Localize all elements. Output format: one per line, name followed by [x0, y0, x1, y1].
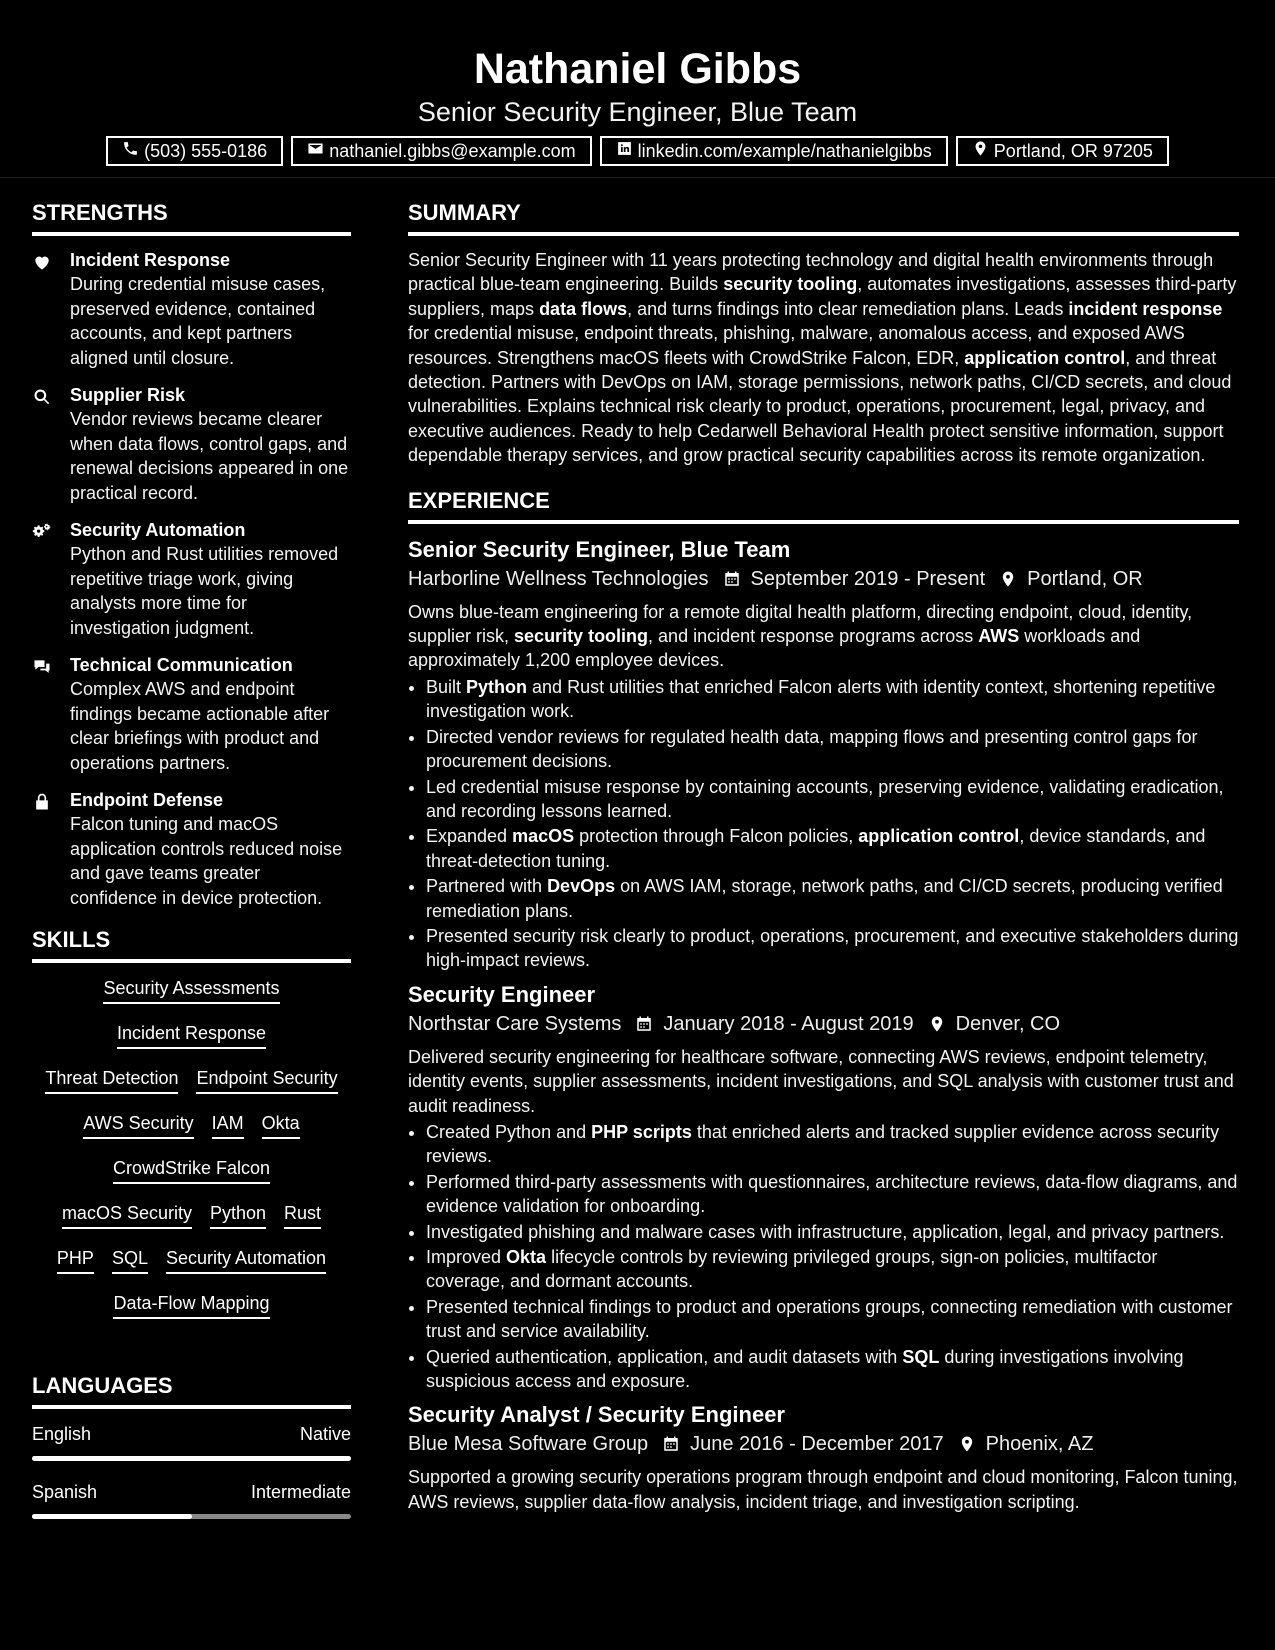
contact-location[interactable]	[956, 136, 1169, 166]
language-level-fill	[32, 1456, 351, 1461]
language-level: Intermediate	[250, 1482, 351, 1502]
text-run: Built	[426, 676, 467, 697]
language-level-bar	[32, 1514, 351, 1519]
skill-tag: CrowdStrike Falcon	[113, 1155, 270, 1184]
job-company: Blue Mesa Software Group	[408, 1433, 649, 1456]
text-run: Improved	[426, 1247, 507, 1267]
strength-item	[32, 653, 351, 775]
gears-icon	[32, 518, 70, 640]
skills-heading: SKILLS	[32, 923, 351, 963]
text-run: lifecycle controls by reviewing privileged groups, sign-on policies, multifactor coverage, and dormant accounts.	[426, 1247, 1158, 1292]
job-description	[408, 600, 1239, 673]
skill-row	[32, 1245, 351, 1290]
skill-tag: Data-Flow Mapping	[113, 1290, 269, 1319]
contact-location-text: Portland, OR 97205	[993, 140, 1153, 161]
map-pin-icon	[972, 140, 989, 162]
map-pin-icon	[914, 1015, 956, 1033]
search-icon	[32, 383, 70, 505]
strength-item	[32, 518, 351, 640]
heart-icon	[32, 248, 70, 370]
contact-phone[interactable]	[106, 136, 283, 166]
text-run: workloads and approximately 1,200 employee devices.	[408, 626, 1141, 671]
text-run: Delivered security engineering for healthcare software, connecting AWS reviews, endpoint telemetry, identity events, supplier assessments, incident investigations, and SQL analysis with customer trust and audit readiness.	[408, 1046, 1234, 1116]
chat-bubbles-icon	[32, 653, 70, 775]
linkedin-icon	[616, 140, 633, 162]
resume-header	[0, 0, 1275, 178]
calendar-icon	[621, 1015, 663, 1033]
experience-list	[408, 536, 1239, 1515]
skill-row	[32, 1065, 351, 1110]
phone-icon	[122, 140, 139, 162]
summary-heading: SUMMARY	[408, 196, 1239, 236]
job-bullet	[426, 1220, 1239, 1244]
text-run: Performed third-party assessments with questionnaires, architecture reviews, data-flow diagrams, and evidence validation for onboarding.	[426, 1171, 1238, 1217]
contact-linkedin-text: linkedin.com/example/nathanielgibbs	[637, 140, 932, 161]
skill-row	[32, 1200, 351, 1245]
language-name: Spanish	[32, 1482, 98, 1502]
strength-item	[32, 383, 351, 505]
strengths-heading: STRENGTHS	[32, 196, 351, 236]
calendar-icon	[709, 570, 751, 588]
job-bullets	[408, 675, 1239, 973]
text-run: that enriched alerts and tracked supplier evidence across security reviews.	[426, 1121, 1220, 1167]
skill-tag: Python	[210, 1200, 266, 1229]
right-column	[408, 196, 1239, 1522]
bold-keyword: AWS	[978, 626, 1020, 647]
job-meta	[408, 1429, 1239, 1459]
envelope-icon	[307, 140, 324, 162]
job-bullets	[408, 1120, 1239, 1393]
text-run: , and threat detection. Partners with DevOps on IAM, storage permissions, network paths, CI/CD secrets, and cloud vulnerabilities. Explains technical risk clearly to product, operations, procurement, legal, privacy, and executive audiences. Ready to help Cedarwell Behavioral Health protect sensitive information, support dependable therapy services, and grow practical security capabilities across its remote organization.	[408, 347, 1232, 466]
strength-item	[32, 788, 351, 910]
strength-title: Supplier Risk	[70, 385, 186, 405]
summary-text	[408, 248, 1239, 468]
language-item	[32, 1479, 351, 1519]
job-bullet	[426, 675, 1239, 724]
job-meta	[408, 564, 1239, 594]
strength-description: Vendor reviews became clearer when data flows, control gaps, and renewal decisions appeared in one practical record.	[70, 409, 349, 503]
text-run: and Rust utilities that enriched Falcon alerts with identity context, shortening repetitive investigation work.	[426, 676, 1216, 722]
text-run: Led credential misuse response by containing accounts, preserving evidence, validating eradication, and recording lessons learned.	[426, 776, 1224, 821]
job-title: Senior Security Engineer, Blue Team	[408, 536, 791, 562]
bold-keyword: data flows	[539, 298, 628, 319]
text-run: Partnered with	[426, 876, 548, 897]
text-run: Presented technical findings to product and operations groups, connecting remediation with customer trust and service availability.	[426, 1296, 1233, 1342]
text-run: protection through Falcon policies,	[574, 826, 859, 847]
language-level-fill	[32, 1514, 192, 1519]
strength-description: During credential misuse cases, preserved evidence, contained accounts, and kept partners aligned until closure.	[70, 274, 326, 368]
bold-keyword: application control	[964, 347, 1126, 368]
skill-tag: SQL	[112, 1245, 148, 1274]
job-company: Harborline Wellness Technologies	[408, 567, 709, 590]
map-pin-icon	[944, 1435, 986, 1453]
text-run: on AWS IAM, storage, network paths, and CI/CD secrets, producing verified remediation plans.	[426, 876, 1223, 921]
text-run: Expanded	[426, 826, 513, 847]
bold-keyword: Okta	[506, 1247, 547, 1267]
skill-tag: Rust	[284, 1200, 321, 1229]
job-bullet	[426, 1345, 1239, 1394]
job-entry	[408, 981, 1239, 1394]
strength-description: Falcon tuning and macOS application controls reduced noise and gave teams greater confidence in device protection.	[70, 814, 343, 908]
strength-title: Endpoint Defense	[70, 790, 224, 810]
job-bullet	[426, 1170, 1239, 1219]
strengths-list	[32, 248, 351, 910]
job-dates: June 2016 - December 2017	[690, 1433, 944, 1456]
strength-title: Technical Communication	[70, 655, 293, 675]
job-bullet	[426, 874, 1239, 923]
skill-tag: Endpoint Security	[196, 1065, 337, 1094]
text-run: , and incident response programs across	[648, 626, 979, 647]
skill-tag: Security Assessments	[103, 975, 279, 1004]
contact-email-text: nathaniel.gibbs@example.com	[329, 140, 576, 161]
strength-description: Python and Rust utilities removed repetitive triage work, giving analysts more time for investigation judgment.	[70, 544, 339, 638]
contact-bar	[0, 136, 1275, 166]
job-dates: September 2019 - Present	[750, 567, 986, 590]
text-run: , device standards, and threat-detection tuning.	[426, 826, 1206, 871]
language-name: English	[32, 1424, 92, 1444]
skill-tag: IAM	[212, 1110, 244, 1139]
skill-tag: PHP	[57, 1245, 94, 1274]
job-bullet	[426, 1295, 1239, 1344]
strength-title: Incident Response	[70, 250, 231, 270]
skills-list	[32, 975, 351, 1335]
text-run: Supported a growing security operations program through endpoint and cloud monitoring, Falcon tuning, AWS reviews, supplier data-flow analysis, incident triage, and investigation scripting.	[408, 1467, 1238, 1512]
job-meta	[408, 1009, 1239, 1039]
text-run: for credential misuse, endpoint threats, phishing, malware, anomalous access, and exposed AWS resources. Strengthens macOS fleets with CrowdStrike Falcon, EDR,	[408, 323, 1185, 368]
skill-row	[32, 975, 351, 1020]
text-run: , and turns findings into clear remediation plans. Leads	[627, 298, 1069, 319]
language-level: Native	[299, 1424, 351, 1444]
skill-row	[32, 1110, 351, 1155]
skill-tag: Incident Response	[117, 1020, 266, 1049]
job-location: Denver, CO	[955, 1012, 1061, 1035]
text-run: Created Python and	[426, 1121, 592, 1142]
text-run: Investigated phishing and malware cases with infrastructure, application, legal, and privacy partners.	[426, 1221, 1225, 1242]
bold-keyword: Python	[466, 676, 528, 697]
skill-tag: Okta	[262, 1110, 300, 1139]
candidate-title: Senior Security Engineer, Blue Team	[417, 97, 858, 127]
calendar-icon	[648, 1435, 690, 1453]
job-bullet	[426, 1120, 1239, 1169]
skill-tag: macOS Security	[62, 1200, 192, 1229]
bold-keyword: application control	[858, 826, 1020, 847]
job-title: Security Engineer	[408, 981, 596, 1007]
text-run: Queried authentication, application, and audit datasets with	[426, 1346, 903, 1367]
candidate-name: Nathaniel Gibbs	[473, 45, 802, 93]
text-run: during investigations involving suspicious access and exposure.	[426, 1346, 1184, 1392]
bold-keyword: DevOps	[547, 876, 616, 897]
contact-linkedin[interactable]	[600, 136, 948, 166]
strength-item	[32, 248, 351, 370]
bold-keyword: macOS	[512, 826, 575, 847]
strength-title: Security Automation	[70, 520, 246, 540]
text-run: Owns blue-team engineering for a remote digital health platform, directing endpoint, cloud, identity, supplier risk,	[408, 601, 1193, 647]
job-bullet	[426, 824, 1239, 873]
strength-description: Complex AWS and endpoint findings became actionable after clear briefings with product and operations partners.	[70, 679, 330, 773]
job-bullet	[426, 1245, 1239, 1294]
text-run: Directed vendor reviews for regulated health data, mapping flows and presenting control gaps for procurement decisions.	[426, 726, 1198, 772]
skill-row	[32, 1155, 351, 1200]
job-entry	[408, 536, 1239, 973]
left-column	[32, 196, 351, 1537]
lock-icon	[32, 788, 70, 910]
bold-keyword: incident response	[1068, 298, 1223, 319]
text-run: Senior Security Engineer with 11 years protecting technology and digital health environments through practical blue-team engineering. Builds	[408, 250, 1214, 295]
bold-keyword: SQL	[902, 1346, 940, 1367]
language-item	[32, 1421, 351, 1461]
skill-row	[32, 1020, 351, 1065]
job-title: Security Analyst / Security Engineer	[408, 1402, 785, 1428]
experience-heading: EXPERIENCE	[408, 484, 1239, 524]
skill-tag: Threat Detection	[45, 1065, 178, 1094]
job-company: Northstar Care Systems	[408, 1012, 622, 1035]
contact-phone-text: (503) 555-0186	[144, 140, 268, 161]
job-description	[408, 1465, 1239, 1514]
job-dates: January 2018 - August 2019	[663, 1012, 914, 1035]
language-level-bar	[32, 1456, 351, 1461]
contact-email[interactable]	[291, 136, 591, 166]
job-bullet	[426, 924, 1239, 973]
job-bullet	[426, 725, 1239, 774]
skill-tag: AWS Security	[83, 1110, 193, 1139]
job-description	[408, 1045, 1239, 1118]
bold-keyword: security tooling	[514, 626, 649, 647]
bold-keyword: security tooling	[723, 274, 858, 295]
job-entry	[408, 1401, 1239, 1514]
job-location: Phoenix, AZ	[985, 1433, 1094, 1456]
bold-keyword: PHP scripts	[591, 1121, 692, 1142]
text-run: Presented security risk clearly to product, operations, procurement, and executive stakeholders during high-impact reviews.	[426, 925, 1239, 971]
job-location: Portland, OR	[1027, 567, 1143, 590]
job-bullet	[426, 775, 1239, 824]
text-run: , automates investigations, assesses third-party suppliers, maps	[408, 274, 1237, 319]
languages-heading: LANGUAGES	[32, 1369, 351, 1409]
skill-row	[32, 1290, 351, 1335]
map-pin-icon	[985, 570, 1027, 588]
languages-list	[32, 1421, 351, 1519]
skill-tag: Security Automation	[166, 1245, 326, 1274]
